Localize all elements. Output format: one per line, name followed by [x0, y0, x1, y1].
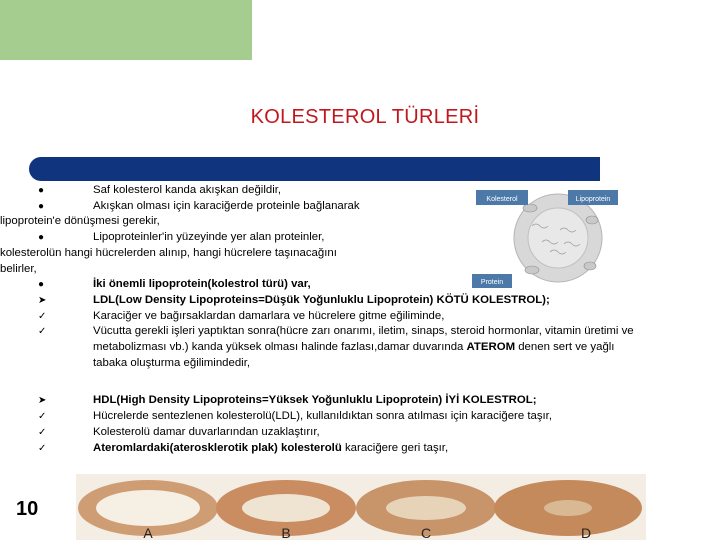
- list-item: ● İki önemli lipoprotein(kolestrol türü) var,: [38, 277, 646, 293]
- list-item: ✓ Ateromlardaki(aterosklerotik plak) kolesterolü karaciğere geri taşır,: [38, 441, 646, 457]
- check-bullet-icon: ✓: [38, 442, 47, 454]
- list-item: ✓ Kolesterolü damar duvarlarından uzaklaştırır,: [38, 425, 646, 441]
- round-bullet-icon: ●: [38, 279, 45, 291]
- list-item-continuation: kolesterolün hangi hücrelerden alınıp, hangi hücrelere taşınacağını: [0, 246, 337, 259]
- round-bullet-icon: ●: [38, 232, 45, 244]
- round-bullet-icon: ●: [38, 200, 45, 212]
- list-item: ✓ Karaciğer ve bağırsaklardan damarlara ve hücrelere gitme eğiliminde,: [38, 309, 646, 325]
- list-item: ● Saf kolesterol kanda akışkan değildir,: [38, 183, 646, 199]
- lipoprotein-diagram: [472, 186, 622, 292]
- list-item-continuation: belirler,: [0, 262, 37, 275]
- background-top: [252, 0, 720, 60]
- lipoprotein-label: Lipoprotein: [575, 196, 611, 203]
- slide-title: KOLESTEROL TÜRLERİ: [250, 106, 480, 128]
- arrow-bullet-icon: ➤: [38, 294, 47, 306]
- strip-label-d: D: [580, 525, 592, 540]
- list-item-continuation: lipoprotein'e dönüşmesi gerekir,: [0, 215, 160, 228]
- round-bullet-icon: ●: [38, 185, 45, 196]
- kolesterol-label: Kolesterol: [486, 196, 518, 203]
- page-number: 10: [16, 498, 39, 520]
- artery-cross-section-strip: [76, 474, 646, 540]
- list-item: ● Lipoproteinler'in yüzeyinde yer alan proteinler,: [38, 230, 646, 246]
- strip-label-c: C: [420, 525, 432, 540]
- strip-label-b: B: [281, 525, 291, 540]
- list-item: ● Akışkan olması için karaciğerde proteinle bağlanarak: [38, 199, 646, 215]
- check-bullet-icon: ✓: [38, 310, 47, 322]
- list-item: ➤ LDL(Low Density Lipoproteins=Düşük Yoğunluklu Lipoprotein) KÖTÜ KOLESTROL);: [38, 293, 646, 309]
- list-item: ✓ Hücrelerde sentezlenen kolesterolü(LDL), kullanıldıktan sonra atılması için karaciğere taşır,: [38, 409, 646, 425]
- list-item: ➤ HDL(High Density Lipoproteins=Yüksek Yoğunluklu Lipoprotein) İYİ KOLESTROL;: [38, 393, 646, 409]
- protein-label: Protein: [480, 279, 504, 286]
- check-bullet-icon: ✓: [38, 426, 47, 438]
- list-item: ✓ Vücutta gerekli işleri yaptıktan sonra(hücre zarı onarımı, iletim, sinaps, steroid hormonlar, vitamin üretimi ve metabolizması vb.) kanda yüksek olması halinde fazlası,damar duvarında ATEROM denen sert ve yağlı tabaka oluşturma eğilimindedir,: [38, 325, 634, 369]
- arrow-bullet-icon: ➤: [38, 395, 47, 407]
- check-bullet-icon: ✓: [38, 411, 47, 423]
- check-bullet-icon: ✓: [38, 326, 47, 338]
- title-underline-bar: [29, 157, 600, 181]
- strip-label-a: A: [143, 525, 153, 540]
